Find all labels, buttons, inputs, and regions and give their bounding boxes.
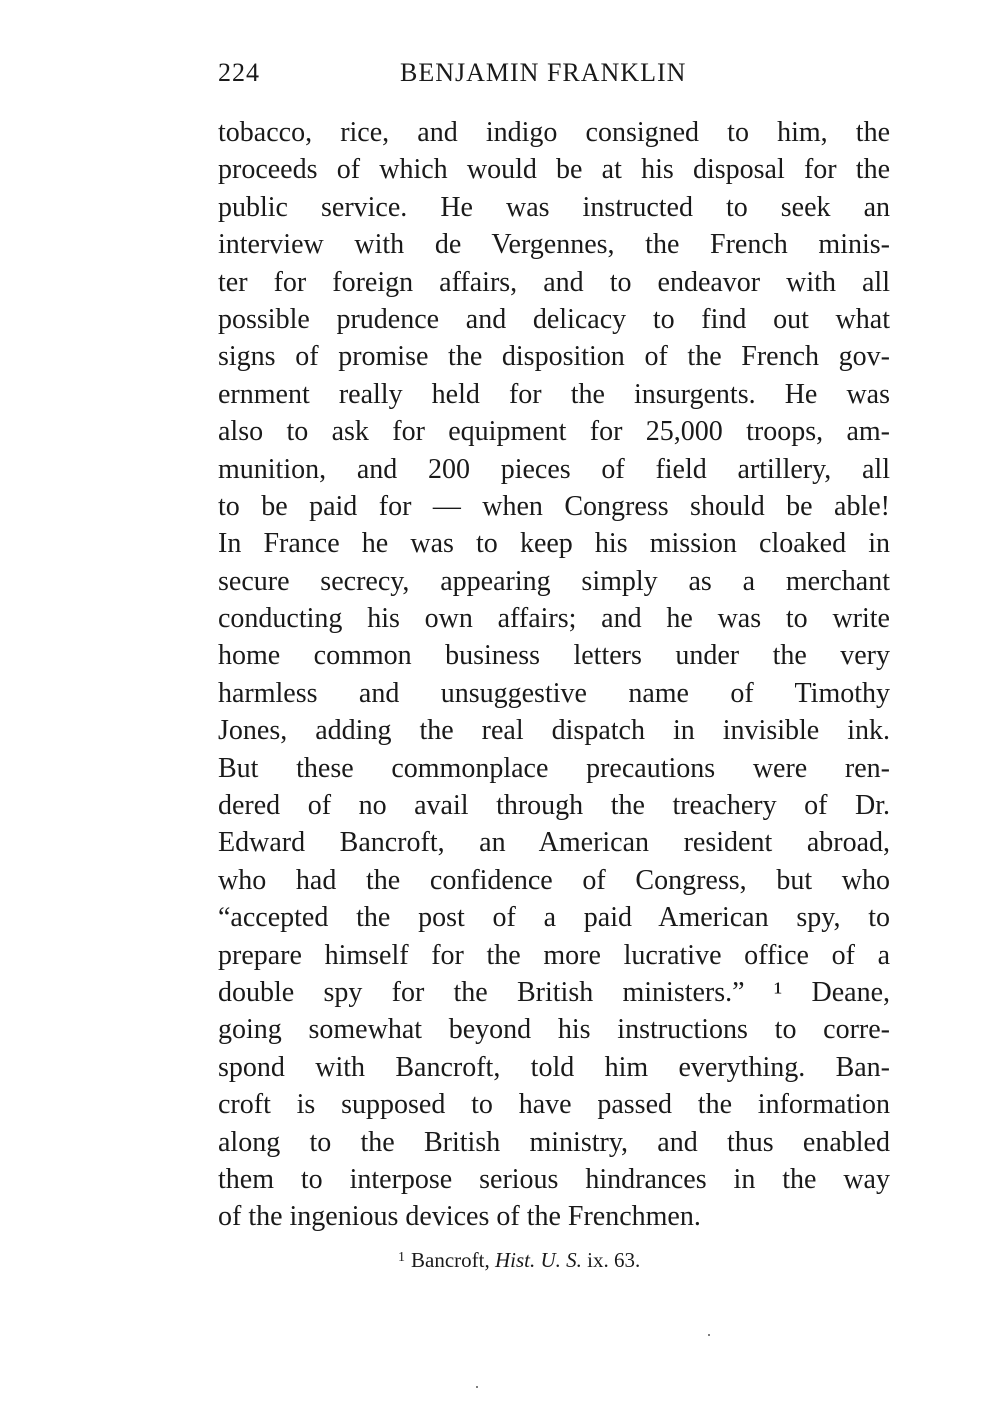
text-line: But these commonplace precautions were ren- xyxy=(218,752,890,784)
scan-speck xyxy=(708,1334,710,1336)
text-line: “accepted the post of a paid American spy, to xyxy=(218,902,890,934)
text-line: harmless and unsuggestive name of Timothy xyxy=(218,677,890,709)
text-line: dered of no avail through the treachery of Dr. xyxy=(218,790,890,822)
text-line: also to ask for equipment for 25,000 troops, am- xyxy=(218,416,890,448)
text-line: double spy for the British ministers.” ¹ Deane, xyxy=(218,976,890,1008)
scan-speck xyxy=(476,1386,478,1388)
footnote-title: Hist. U. S. xyxy=(494,1248,582,1272)
text-line: Edward Bancroft, an American resident abroad, xyxy=(218,827,890,859)
text-line: public service. He was instructed to seek an xyxy=(218,191,890,223)
body-text xyxy=(218,114,890,1236)
text-line: possible prudence and delicacy to find out what xyxy=(218,303,890,335)
text-line: prepare himself for the more lucrative office of a xyxy=(218,939,890,971)
running-title: BENJAMIN FRANKLIN xyxy=(400,58,687,87)
text-line: tobacco, rice, and indigo consigned to him, the xyxy=(218,117,890,148)
text-line: home common business letters under the very xyxy=(218,640,890,672)
text-line: ter for foreign affairs, and to endeavor with all xyxy=(218,266,890,298)
text-line: conducting his own affairs; and he was to write xyxy=(218,603,890,635)
footnote-marker: 1 xyxy=(398,1250,405,1265)
text-line: In France he was to keep his mission cloaked in xyxy=(218,528,890,560)
text-line: signs of promise the disposition of the French gov- xyxy=(218,341,890,373)
text-line: them to interpose serious hindrances in the way xyxy=(218,1163,890,1195)
text-line: croft is supposed to have passed the information xyxy=(218,1089,890,1121)
text-line: Jones, adding the real dispatch in invisible ink. xyxy=(218,715,890,747)
text-line: interview with de Vergennes, the French minis- xyxy=(218,229,890,261)
running-head xyxy=(218,58,890,98)
text-line: who had the confidence of Congress, but who xyxy=(218,864,890,896)
footnote-reference: ix. 63. xyxy=(587,1248,641,1272)
text-line: to be paid for — when Congress should be able! xyxy=(218,490,890,522)
text-line: spond with Bancroft, told him everything. Ban- xyxy=(218,1051,890,1083)
text-line: of the ingenious devices of the Frenchmen. xyxy=(218,1201,701,1233)
footnote-author: Bancroft, xyxy=(411,1248,490,1272)
text-line: proceeds of which would be at his disposal for the xyxy=(218,154,890,186)
text-line: munition, and 200 pieces of field artillery, all xyxy=(218,453,890,485)
text-line: ernment really held for the insurgents. He was xyxy=(218,378,890,410)
page-number: 224 xyxy=(218,58,260,87)
text-line: going somewhat beyond his instructions to corre- xyxy=(218,1014,890,1046)
text-line: secure secrecy, appearing simply as a merchant xyxy=(218,565,890,597)
text-line: along to the British ministry, and thus enabled xyxy=(218,1126,890,1158)
footnote xyxy=(398,1248,640,1273)
